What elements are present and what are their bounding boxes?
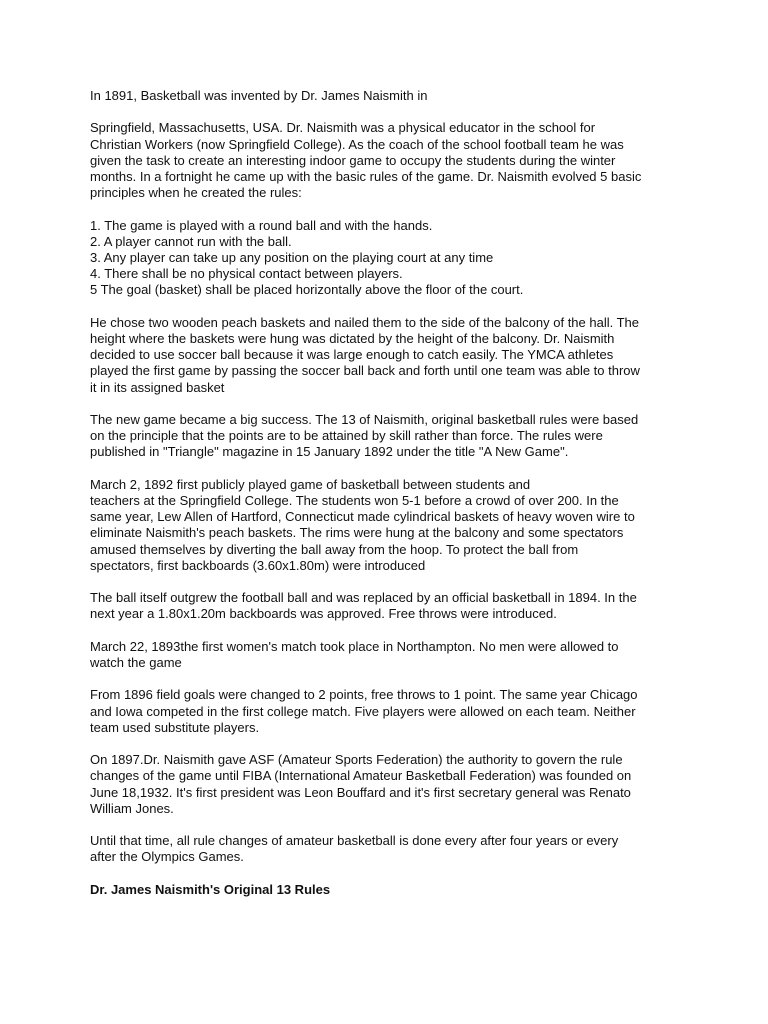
text-line: height where the baskets were hung was dictated by the height of the balcony. Dr. Naismith — [90, 331, 615, 346]
text-line: it in its assigned basket — [90, 379, 225, 395]
text-line: In 1891, Basketball was invented by Dr. James Naismith in — [90, 88, 428, 103]
list-item: 2. A player cannot run with the ball. — [90, 233, 292, 249]
paragraph-invention — [90, 120, 690, 201]
text-line: amused themselves by diverting the ball away from the hoop. To protect the ball from — [90, 541, 579, 557]
text-line: changes of the game until FIBA (International Amateur Basketball Federation) was founded on — [90, 768, 632, 784]
text-line: Christian Workers (now Springfield College). As the coach of the school football team he was — [90, 136, 624, 152]
text-line: The new game became a big success. The 13 of Naismith, original basketball rules were based — [90, 412, 639, 427]
text-line: played the first game by passing the soccer ball back and forth until one team was able to throw — [90, 363, 640, 379]
text-line: spectators, first backboards (3.60x1.80m) were introduced — [90, 557, 426, 573]
text-line: eliminate Naismith's peach baskets. The rims were hung at the balcony and some spectators — [90, 525, 624, 541]
text-line: June 18,1932. It's first president was Leon Bouffard and it's first secretary general was Renato — [90, 784, 631, 800]
text-line: March 2, 1892 first publicly played game of basketball between students and — [90, 476, 531, 492]
paragraph-success — [90, 412, 690, 461]
text-line: months. In a fortnight he came up with the basic rules of the game. Dr. Naismith evolved 5 basic — [90, 169, 642, 184]
list-item: 4. There shall be no physical contact between players. — [90, 266, 403, 282]
text-line: decided to use soccer ball because it was large enough to catch easily. The YMCA athletes — [90, 347, 614, 363]
text-line: March 22, 1893the first women's match took place in Northampton. No men were allowed to — [90, 638, 619, 654]
principles-list — [90, 218, 690, 299]
text-line: on the principle that the points are to be attained by skill rather than force. The rules were — [90, 428, 603, 444]
paragraph-fiba — [90, 752, 690, 817]
paragraph-womens-match — [90, 639, 690, 671]
text-line: William Jones. — [90, 800, 174, 816]
paragraph-first-game — [90, 477, 690, 574]
paragraph-rule-changes — [90, 833, 690, 865]
text-line: watch the game — [90, 655, 182, 670]
text-line: team used substitute players. — [90, 719, 260, 735]
paragraph-peach-baskets — [90, 315, 690, 396]
text-line: Springfield, Massachusetts, USA. Dr. Naismith was a physical educator in the school for — [90, 120, 596, 136]
text-line: and Iowa competed in the first college match. Five players were allowed on each team. Neither — [90, 703, 636, 719]
text-line: Until that time, all rule changes of amateur basketball is done every after four years or every — [90, 833, 619, 849]
section-heading: Dr. James Naismith's Original 13 Rules — [90, 881, 331, 897]
paragraph-official-ball — [90, 590, 690, 622]
text-line: published in "Triangle" magazine in 15 January 1892 under the title "A New Game". — [90, 444, 569, 460]
intro-paragraph — [90, 88, 690, 104]
section-heading-wrap — [90, 882, 690, 898]
text-line: On 1897.Dr. Naismith gave ASF (Amateur Sports Federation) the authority to govern the rule — [90, 752, 623, 768]
text-line: teachers at the Springfield College. The students won 5-1 before a crowd of over 200. In the — [90, 493, 619, 508]
text-line: after the Olympics Games. — [90, 849, 244, 865]
text-line: same year, Lew Allen of Hartford, Connecticut made cylindrical baskets of heavy woven wire to — [90, 509, 635, 525]
document-page — [90, 88, 690, 914]
text-line: next year a 1.80x1.20m backboards was approved. Free throws were introduced. — [90, 606, 557, 622]
list-item: 3. Any player can take up any position on the playing court at any time — [90, 250, 494, 265]
text-line: He chose two wooden peach baskets and nailed them to the side of the balcony of the hall. The — [90, 314, 640, 330]
paragraph-scoring-changes — [90, 687, 690, 736]
text-line: The ball itself outgrew the football ball and was replaced by an official basketball in 1894. In the — [90, 590, 637, 606]
text-line: given the task to create an interesting indoor game to occupy the students during the winter — [90, 152, 616, 168]
list-item: 5 The goal (basket) shall be placed horizontally above the floor of the court. — [90, 282, 524, 298]
text-line: From 1896 field goals were changed to 2 points, free throws to 1 point. The same year Chicago — [90, 687, 638, 703]
text-line: principles when he created the rules: — [90, 185, 302, 201]
list-item: 1. The game is played with a round ball and with the hands. — [90, 217, 433, 233]
